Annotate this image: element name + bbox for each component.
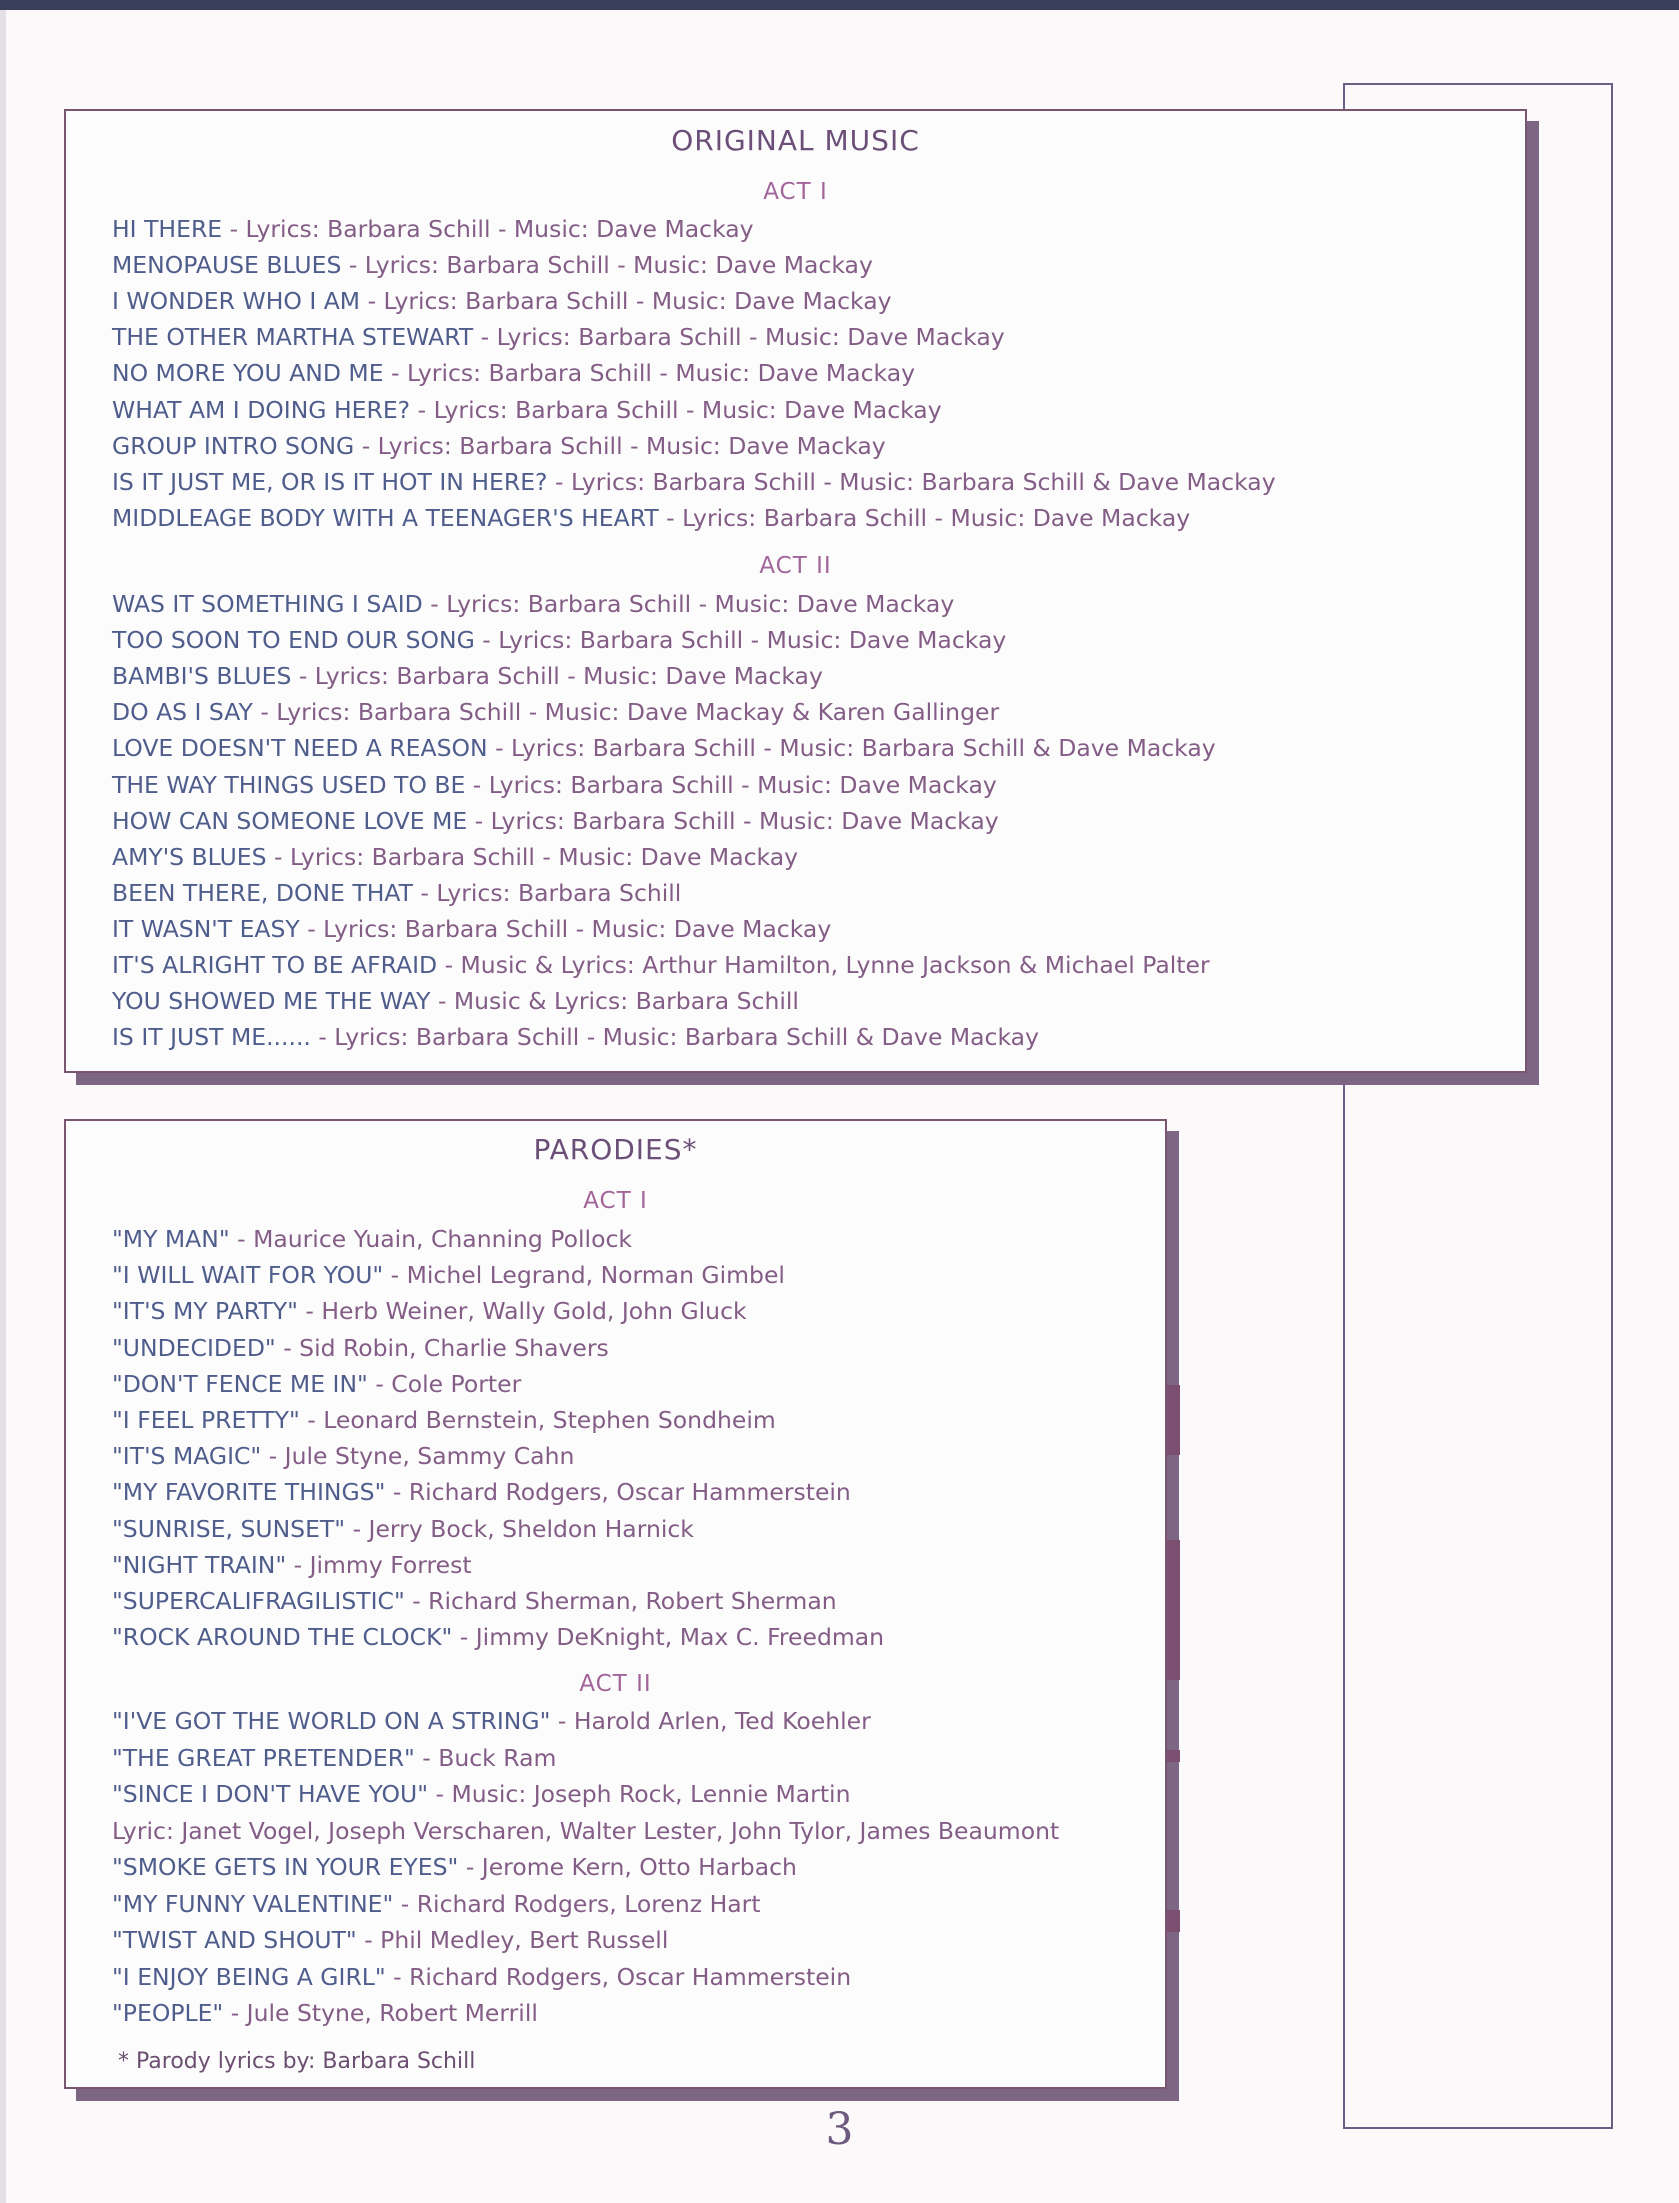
song-entry xyxy=(112,730,1216,766)
song-entry xyxy=(112,694,999,730)
song-entry xyxy=(112,839,798,875)
song-entry xyxy=(112,1703,871,1739)
song-entry xyxy=(112,1402,776,1438)
song-credit: - Sid Robin, Charlie Shavers xyxy=(275,1333,609,1362)
song-entry xyxy=(112,283,892,319)
song-credit: - Richard Rodgers, Oscar Hammerstein xyxy=(385,1478,851,1507)
song-entry xyxy=(112,428,886,464)
song-title: "THE GREAT PRETENDER" xyxy=(112,1743,415,1772)
song-credit: - Lyrics: Barbara Schill - Music: Dave Mackay xyxy=(474,626,1007,655)
song-credit: - Buck Ram xyxy=(414,1743,557,1772)
song-credit: - Jule Styne, Sammy Cahn xyxy=(261,1442,575,1471)
song-entry xyxy=(112,1583,837,1619)
song-entry xyxy=(112,1886,761,1922)
song-credit: - Lyrics: Barbara Schill - Music: Dave Mackay xyxy=(467,806,999,835)
song-credit: - Lyrics: Barbara Schill - Music: Dave Mackay xyxy=(341,251,873,280)
song-title: "I'VE GOT THE WORLD ON A STRING" xyxy=(112,1707,551,1735)
original-music-box xyxy=(64,109,1527,1073)
parodies-act2-heading: ACT II xyxy=(579,1671,652,1697)
song-title: IT'S ALRIGHT TO BE AFRAID xyxy=(112,951,438,979)
left-scan-edge xyxy=(0,10,6,2203)
song-title: BAMBI'S BLUES xyxy=(112,662,292,691)
song-entry xyxy=(112,983,799,1019)
song-title: "MY MAN" xyxy=(112,1225,230,1253)
song-entry xyxy=(112,392,942,428)
song-entry xyxy=(112,1959,851,1995)
song-credit: - Lyrics: Barbara Schill - Music: Dave Mackay xyxy=(266,842,799,871)
page-number: 3 xyxy=(825,2104,854,2155)
song-credit: - Music & Lyrics: Arthur Hamilton, Lynne Jackson & Michael Palter xyxy=(437,951,1210,979)
song-credit: - Michel Legrand, Norman Gimbel xyxy=(383,1261,785,1290)
song-title: WHAT AM I DOING HERE? xyxy=(112,395,411,424)
song-credit: - Lyrics: Barbara Schill - Music: Barbara Schill & Dave Mackay xyxy=(547,467,1276,496)
song-title: NO MORE YOU AND ME xyxy=(112,359,384,388)
parodies-title: PARODIES* xyxy=(533,1133,698,1166)
song-title: "I ENJOY BEING A GIRL" xyxy=(112,1962,386,1991)
song-title: I WONDER WHO I AM xyxy=(112,287,361,316)
song-title: WAS IT SOMETHING I SAID xyxy=(112,590,423,618)
song-credit: - Jerry Bock, Sheldon Harnick xyxy=(345,1514,694,1543)
song-credit: - Cole Porter xyxy=(367,1369,522,1398)
decorative-segment xyxy=(1167,1540,1180,1680)
song-entry xyxy=(112,911,831,947)
song-entry xyxy=(112,1619,884,1655)
song-title: THE OTHER MARTHA STEWART xyxy=(112,323,474,352)
song-title: "TWIST AND SHOUT" xyxy=(112,1926,357,1954)
song-credit: - Maurice Yuain, Channing Pollock xyxy=(229,1225,632,1253)
song-credit: - Lyrics: Barbara Schill - Music: Barbara Schill & Dave Mackay xyxy=(310,1023,1039,1052)
song-title: "MY FUNNY VALENTINE" xyxy=(112,1889,394,1918)
song-entry xyxy=(112,1221,632,1257)
decorative-segment xyxy=(1167,1385,1180,1455)
song-title: "PEOPLE" xyxy=(112,1999,224,2027)
song-title: "UNDECIDED" xyxy=(112,1333,276,1362)
song-title: HI THERE xyxy=(112,215,223,243)
song-entry xyxy=(112,1019,1039,1055)
parodies-box xyxy=(64,1119,1167,2089)
song-entry xyxy=(112,1740,556,1776)
song-credit: - Lyrics: Barbara Schill - Music: Dave Mackay xyxy=(465,770,997,799)
song-entry xyxy=(112,586,954,622)
song-title: THE WAY THINGS USED TO BE xyxy=(112,770,466,799)
song-entry xyxy=(112,464,1276,500)
song-entry xyxy=(112,1438,574,1474)
song-credit: - Jerome Kern, Otto Harbach xyxy=(458,1853,797,1881)
song-entry xyxy=(112,1511,694,1547)
song-credit: - Richard Rodgers, Oscar Hammerstein xyxy=(385,1962,852,1991)
original-act1-heading: ACT I xyxy=(763,179,828,205)
song-title: AMY'S BLUES xyxy=(112,842,267,871)
song-entry xyxy=(112,947,1210,983)
song-credit: - Jimmy Forrest xyxy=(286,1550,472,1579)
song-credit: - Jule Styne, Robert Merrill xyxy=(223,1999,538,2027)
top-scan-edge xyxy=(0,0,1679,10)
song-entry xyxy=(112,1776,851,1812)
song-entry xyxy=(112,355,915,391)
song-title: "IT'S MY PARTY" xyxy=(112,1297,298,1326)
song-title: "SINCE I DON'T HAVE YOU" xyxy=(112,1780,429,1808)
song-credit: - Leonard Bernstein, Stephen Sondheim xyxy=(299,1406,776,1434)
song-credit: - Lyrics: Barbara Schill - Music: Dave Mackay xyxy=(222,215,754,243)
song-entry xyxy=(112,803,999,839)
song-title: DO AS I SAY xyxy=(112,698,253,727)
song-entry xyxy=(112,1293,747,1329)
song-title: GROUP INTRO SONG xyxy=(112,431,355,460)
song-credit: - Richard Sherman, Robert Sherman xyxy=(404,1587,837,1615)
song-credit: - Lyrics: Barbara Schill - Music: Dave Mackay xyxy=(291,662,823,691)
song-title: "ROCK AROUND THE CLOCK" xyxy=(112,1623,453,1652)
song-entry xyxy=(112,767,997,803)
song-credit: - Lyrics: Barbara Schill - Music: Dave Mackay & Karen Gallinger xyxy=(252,698,1000,727)
song-entry xyxy=(112,500,1190,536)
song-credit: Lyric: Janet Vogel, Joseph Verscharen, Walter Lester, John Tylor, James Beaumont xyxy=(112,1816,1060,1845)
decorative-segment xyxy=(1167,1910,1180,1932)
song-title: "SUNRISE, SUNSET" xyxy=(112,1514,346,1543)
song-entry xyxy=(112,1547,472,1583)
song-credit: - Lyrics: Barbara Schill - Music: Dave Mackay xyxy=(658,503,1191,532)
song-entry xyxy=(112,622,1006,658)
song-entry xyxy=(112,1995,538,2031)
song-credit: - Lyrics: Barbara Schill xyxy=(412,878,682,907)
song-entry xyxy=(112,211,754,247)
song-title: LOVE DOESN'T NEED A REASON xyxy=(112,734,488,763)
song-title: "DON'T FENCE ME IN" xyxy=(112,1369,368,1398)
song-credit: - Lyrics: Barbara Schill - Music: Dave Mackay xyxy=(360,287,892,316)
song-entry xyxy=(112,1922,668,1958)
song-entry xyxy=(112,1849,797,1885)
original-act2-heading: ACT II xyxy=(759,553,832,579)
song-title: IS IT JUST ME, OR IS IT HOT IN HERE? xyxy=(112,467,548,496)
song-title: BEEN THERE, DONE THAT xyxy=(112,878,413,907)
song-entry xyxy=(112,247,873,283)
song-title: "SMOKE GETS IN YOUR EYES" xyxy=(112,1853,459,1881)
song-credit: - Phil Medley, Bert Russell xyxy=(356,1926,669,1954)
song-credit: - Jimmy DeKnight, Max C. Freedman xyxy=(452,1623,885,1652)
decorative-segment xyxy=(1167,1750,1180,1762)
song-credit: - Lyrics: Barbara Schill - Music: Dave Mackay xyxy=(354,431,886,460)
song-credit: - Lyrics: Barbara Schill - Music: Dave Mackay xyxy=(383,359,916,388)
song-title: TOO SOON TO END OUR SONG xyxy=(112,626,475,655)
song-credit: - Lyrics: Barbara Schill - Music: Dave Mackay xyxy=(410,395,942,424)
original-music-title: ORIGINAL MUSIC xyxy=(671,124,920,157)
song-credit: - Richard Rodgers, Lorenz Hart xyxy=(393,1889,761,1918)
song-title: "NIGHT TRAIN" xyxy=(112,1550,287,1579)
song-entry xyxy=(112,1257,785,1293)
song-credit: - Lyrics: Barbara Schill - Music: Dave Mackay xyxy=(299,914,832,943)
song-title: "IT'S MAGIC" xyxy=(112,1442,262,1471)
song-credit: - Music & Lyrics: Barbara Schill xyxy=(430,987,799,1016)
song-entry xyxy=(112,1813,1059,1849)
song-title: "SUPERCALIFRAGILISTIC" xyxy=(112,1587,405,1615)
song-title: "I FEEL PRETTY" xyxy=(112,1406,300,1434)
song-entry xyxy=(112,875,681,911)
song-title: "I WILL WAIT FOR YOU" xyxy=(112,1261,384,1290)
song-entry xyxy=(112,319,1005,355)
song-title: MIDDLEAGE BODY WITH A TEENAGER'S HEART xyxy=(112,503,659,532)
song-credit: - Lyrics: Barbara Schill - Music: Barbara Schill & Dave Mackay xyxy=(487,734,1216,763)
song-title: HOW CAN SOMEONE LOVE ME xyxy=(112,806,468,835)
song-title: "MY FAVORITE THINGS" xyxy=(112,1478,386,1507)
song-credit: - Lyrics: Barbara Schill - Music: Dave Mackay xyxy=(422,590,955,618)
song-credit: - Harold Arlen, Ted Koehler xyxy=(550,1707,871,1735)
song-entry xyxy=(112,1366,521,1402)
song-title: MENOPAUSE BLUES xyxy=(112,251,342,280)
song-entry xyxy=(112,658,823,694)
song-entry xyxy=(112,1474,851,1510)
parody-footnote: * Parody lyrics by: Barbara Schill xyxy=(118,2049,476,2074)
song-title: IT WASN'T EASY xyxy=(112,914,300,943)
song-title: YOU SHOWED ME THE WAY xyxy=(112,987,431,1016)
song-credit: - Lyrics: Barbara Schill - Music: Dave Mackay xyxy=(473,323,1005,352)
song-entry xyxy=(112,1330,609,1366)
parodies-act1-heading: ACT I xyxy=(583,1188,648,1214)
song-credit: - Herb Weiner, Wally Gold, John Gluck xyxy=(297,1297,747,1326)
song-credit: - Music: Joseph Rock, Lennie Martin xyxy=(428,1780,851,1808)
song-title: IS IT JUST ME...... xyxy=(112,1023,311,1052)
